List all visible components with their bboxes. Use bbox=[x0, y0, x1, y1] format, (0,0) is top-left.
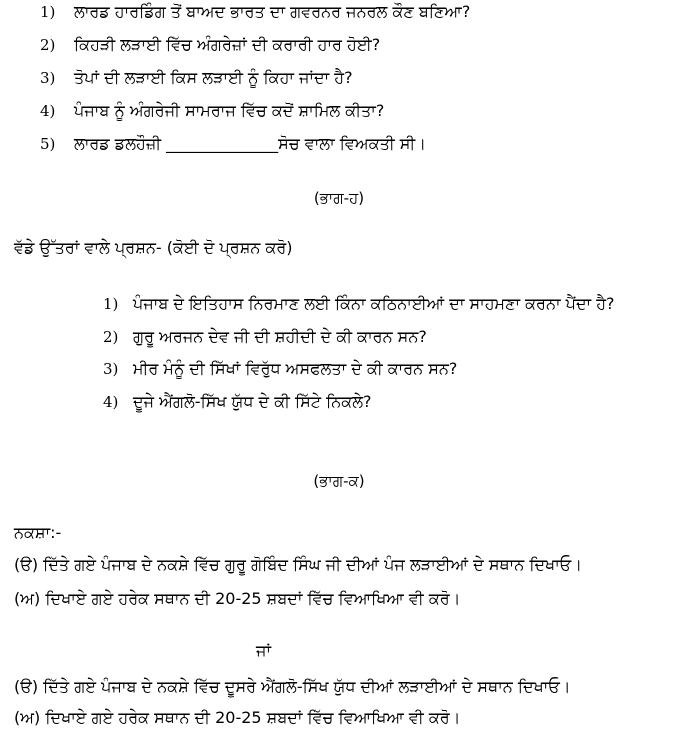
map-task-b: (ਅ) ਦਿਖਾਏ ਗਏ ਹਰੇਕ ਸਥਾਨ ਦੀ 20-25 ਸ਼ਬਦਾਂ ਵਿੱਚ ਵਿਆਖਿਆ ਵੀ ਕਰੋ। bbox=[14, 589, 461, 608]
map-task-a: (ੳ) ਦਿੱਤੇ ਗਏ ਪੰਜਾਬ ਦੇ ਨਕਸ਼ੇ ਵਿੱਚ ਦੂਸਰੇ ਐਂਗਲੋ-ਸਿੱਖ ਯੁੱਧ ਦੀਆਂ ਲੜਾਈਆਂ ਦੇ ਸਥਾਨ ਦਿਖਾਓ। bbox=[14, 677, 571, 696]
question-text: ਮੀਰ ਮੰਨੂੰ ਦੀ ਸਿੱਖਾਂ ਵਿਰੁੱਧ ਅਸਫਲਤਾ ਦੇ ਕੀ ਕਾਰਨ ਸਨ? bbox=[133, 359, 458, 378]
question-number: 2) bbox=[40, 36, 56, 54]
question-number: 2) bbox=[103, 328, 119, 346]
question-item bbox=[103, 327, 427, 347]
question-item bbox=[40, 68, 353, 88]
question-number: 5) bbox=[40, 135, 56, 153]
question-number: 4) bbox=[40, 102, 56, 120]
question-text: ਤੋਪਾਂ ਦੀ ਲੜਾਈ ਕਿਸ ਲੜਾਈ ਨੂੰ ਕਿਹਾ ਜਾਂਦਾ ਹੈ? bbox=[74, 68, 353, 87]
question-item bbox=[40, 35, 380, 55]
question-text: ਪੰਜਾਬ ਨੂੰ ਅੰਗਰੇਜੀ ਸਾਮਰਾਜ ਵਿੱਚ ਕਦੋਂ ਸ਼ਾਮਿਲ ਕੀਤਾ? bbox=[74, 101, 385, 120]
question-item bbox=[40, 2, 470, 22]
map-label: ਨਕਸ਼ਾ:- bbox=[14, 523, 62, 542]
question-text: ਲਾਰਡ ਹਾਰਡਿੰਗ ਤੋਂ ਬਾਅਦ ਭਾਰਤ ਦਾ ਗਵਰਨਰ ਜਨਰਲ ਕੌਣ ਬਣਿਆ? bbox=[74, 2, 471, 21]
question-item bbox=[40, 101, 384, 121]
question-item bbox=[103, 359, 457, 379]
question-text: ਦੂਜੇ ਐਂਗਲੋ-ਸਿੱਖ ਯੁੱਧ ਦੇ ਕੀ ਸਿੱਟੇ ਨਿਕਲੇ? bbox=[133, 392, 372, 411]
question-item bbox=[40, 134, 426, 154]
question-text: ਲਾਰਡ ਡਲਹੌਜ਼ੀ ______________ਸੋਚ ਵਾਲਾ ਵਿਅਕਤੀ ਸੀ। bbox=[74, 134, 427, 153]
section-intro: ਵੱਡੇ ਉੱਤਰਾਂ ਵਾਲੇ ਪ੍ਰਸ਼ਨ- (ਕੋਈ ਦੋ ਪ੍ਰਸ਼ਨ ਕਰੋ) bbox=[14, 238, 293, 257]
question-text: ਕਿਹੜੀ ਲੜਾਈ ਵਿੱਚ ਅੰਗਰੇਜ਼ਾਂ ਦੀ ਕਰਾਰੀ ਹਾਰ ਹੋਈ? bbox=[74, 35, 381, 54]
section-heading: (ਭਾਗ-ਹ) bbox=[313, 189, 365, 207]
or-label: ਜਾਂ bbox=[256, 641, 271, 660]
map-task-b: (ਅ) ਦਿਖਾਏ ਗਏ ਹਰੇਕ ਸਥਾਨ ਦੀ 20-25 ਸ਼ਬਦਾਂ ਵਿੱਚ ਵਿਆਖਿਆ ਵੀ ਕਰੋ। bbox=[14, 708, 461, 727]
question-number: 1) bbox=[40, 3, 56, 21]
question-number: 1) bbox=[103, 295, 119, 313]
question-item bbox=[103, 294, 615, 314]
question-number: 3) bbox=[40, 69, 56, 87]
section-heading: (ਭਾਗ-ਕ) bbox=[313, 472, 365, 490]
question-text: ਗੁਰੂ ਅਰਜਨ ਦੇਵ ਜੀ ਦੀ ਸ਼ਹੀਦੀ ਦੇ ਕੀ ਕਾਰਨ ਸਨ? bbox=[133, 327, 427, 346]
question-text: ਪੰਜਾਬ ਦੇ ਇਤਿਹਾਸ ਨਿਰਮਾਣ ਲਈ ਕਿੰਨਾ ਕਠਿਨਾਈਆਂ ਦਾ ਸਾਹਮਣਾ ਕਰਨਾ ਪੈਂਦਾ ਹੈ? bbox=[133, 294, 615, 313]
question-number: 3) bbox=[103, 360, 119, 378]
question-item bbox=[103, 392, 372, 412]
question-number: 4) bbox=[103, 393, 119, 411]
map-task-a: (ੳ) ਦਿੱਤੇ ਗਏ ਪੰਜਾਬ ਦੇ ਨਕਸ਼ੇ ਵਿੱਚ ਗੁਰੂ ਗੋਬਿੰਦ ਸਿੰਘ ਜੀ ਦੀਆਂ ਪੰਜ ਲੜਾਈਆਂ ਦੇ ਸਥਾਨ ਦਿਖਾਓ। bbox=[14, 555, 583, 574]
